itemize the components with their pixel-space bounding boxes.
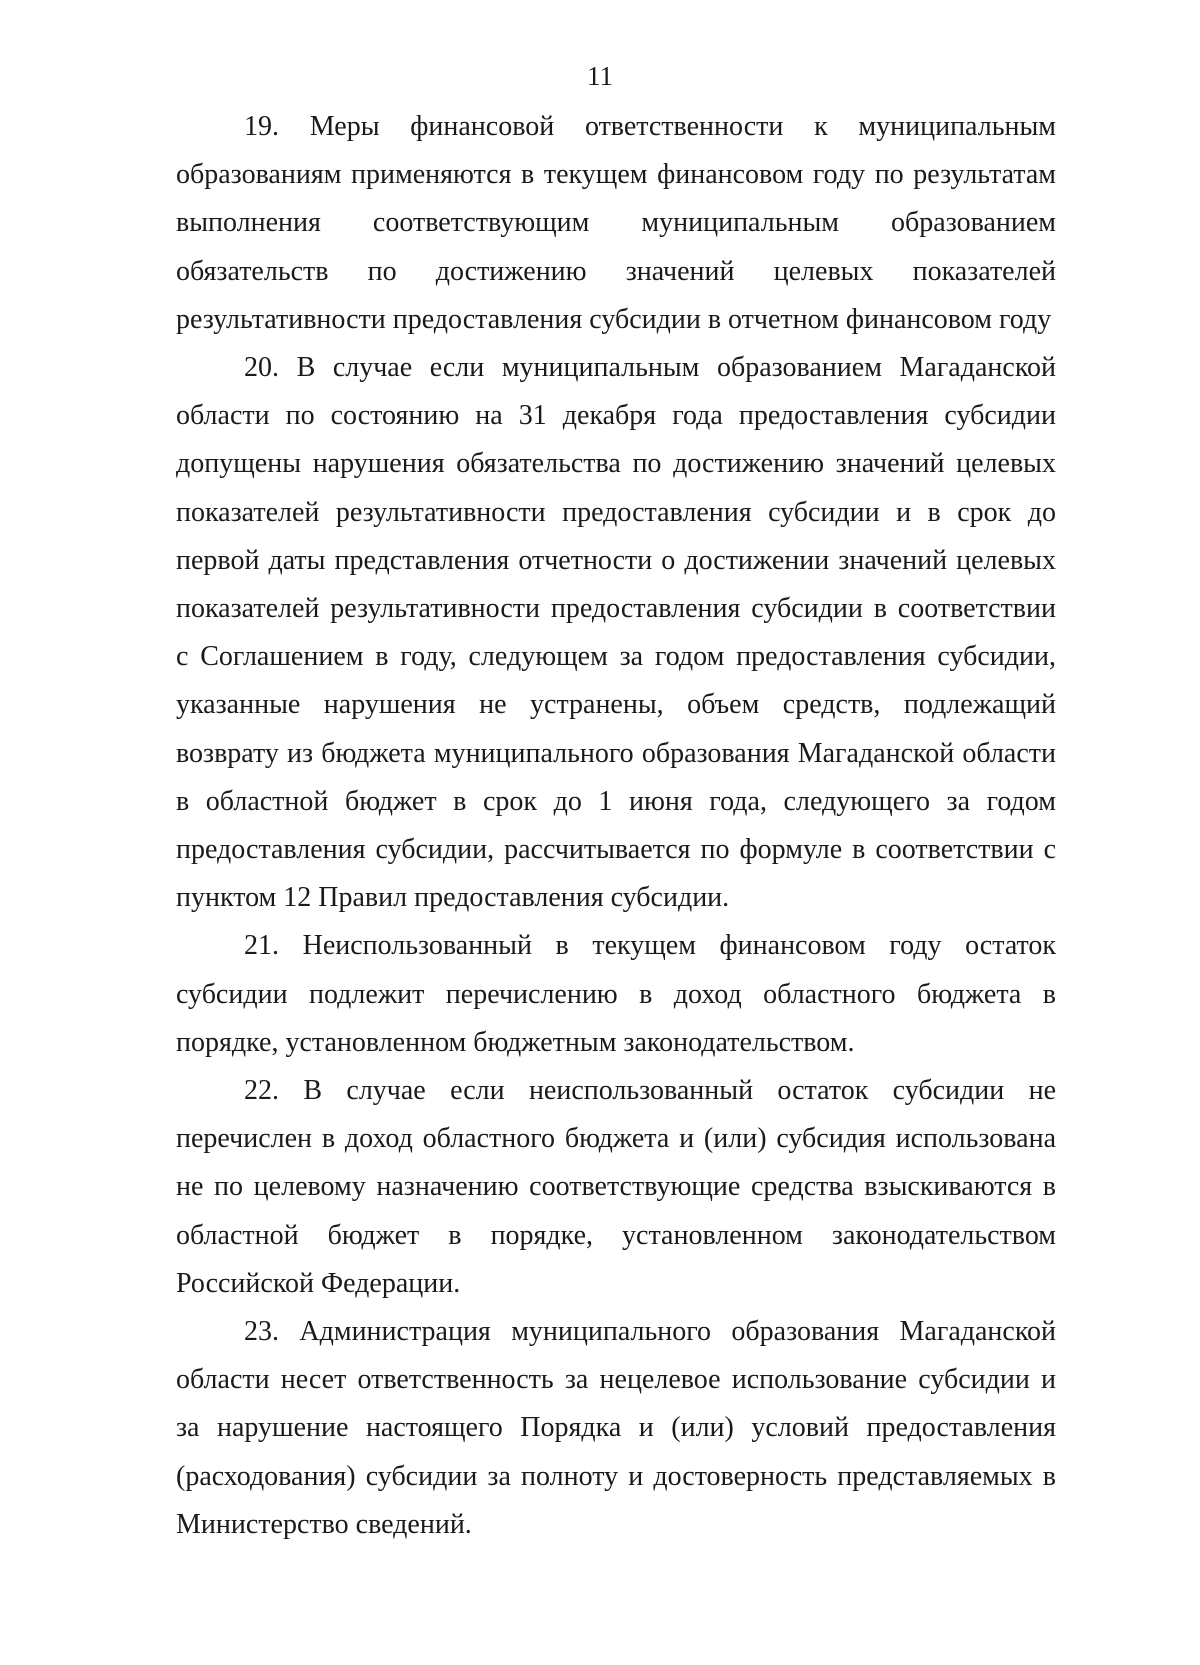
document-body <box>176 103 1056 1549</box>
paragraph-20: 20. В случае если муниципальным образованием Магаданской области по состоянию на 31 декабря года предоставления субсидии допущены нарушения обязательства по достижению значений целевых показателей результативности предоставления субсидии и в срок до первой даты представления отчетности о достижении значений целевых показателей результативности предоставления субсидии в соответствии с Соглашением в году, следующем за годом предоставления субсидии, указанные нарушения не устранены, объем средств, подлежащий возврату из бюджета муниципального образования Магаданской области в областной бюджет в срок до 1 июня года, следующего за годом предоставления субсидии, рассчитывается по формуле в соответствии с пунктом 12 Правил предоставления субсидии. <box>176 352 1056 914</box>
paragraph-23: 23. Администрация муниципального образования Магаданской области несет ответственность за нецелевое использование субсидии и за нарушение настоящего Порядка и (или) условий предоставления (расходования) субсидии за полноту и достоверность представляемых в Министерство сведений. <box>176 1316 1056 1540</box>
paragraph-19: 19. Меры финансовой ответственности к муниципальным образованиям применяются в текущем финансовом году по результатам выполнения соответствующим муниципальным образованием обязательств по достижению значений целевых показателей результативности предоставления субсидии в отчетном финансовом году <box>176 111 1056 335</box>
paragraph-22: 22. В случае если неиспользованный остаток субсидии не перечислен в доход областного бюджета и (или) субсидия использована не по целевому назначению соответствующие средства взыскиваются в областной бюджет в порядке, установленном законодательством Российской Федерации. <box>176 1075 1056 1299</box>
page-number: 11 <box>587 61 613 91</box>
paragraph-21: 21. Неиспользованный в текущем финансовом году остаток субсидии подлежит перечислению в доход областного бюджета в порядке, установленном бюджетным законодательством. <box>176 930 1056 1058</box>
